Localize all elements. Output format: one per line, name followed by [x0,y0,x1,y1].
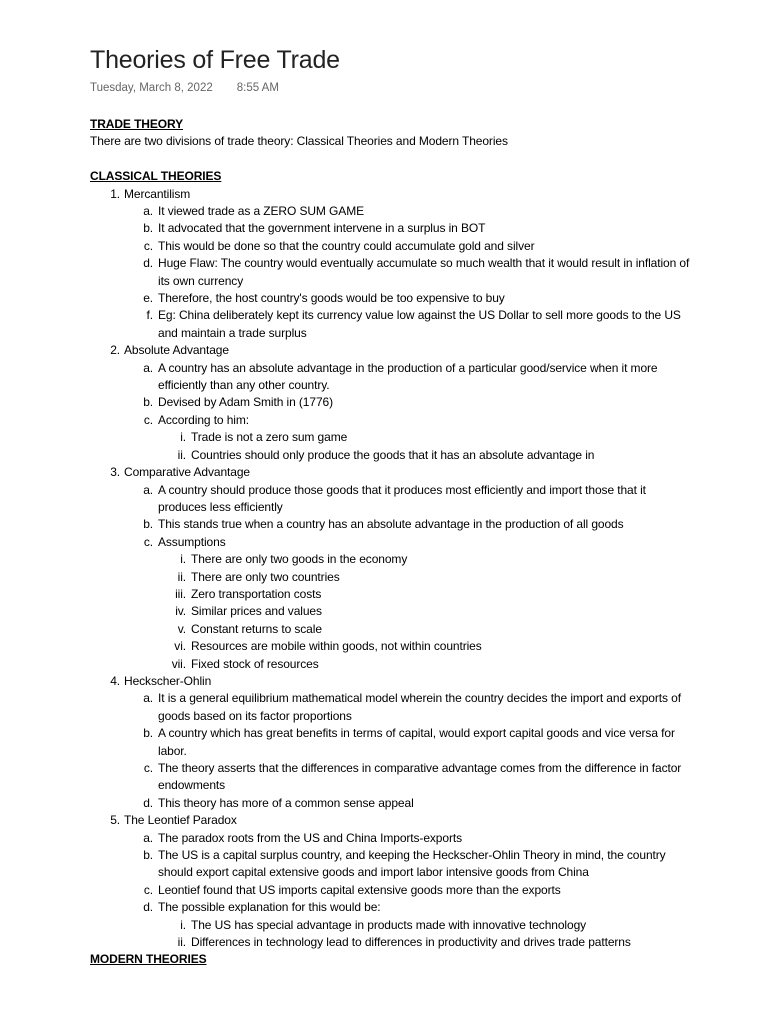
list-item [90,673,690,690]
list-item-marker: vi. [174,639,186,654]
list-item-marker: 2. [110,343,120,358]
list-item-marker: b. [143,848,153,863]
list-item-marker: b. [143,395,153,410]
list-item-text: The US is a capital surplus country, and keeping the Heckscher-Ohlin Theory in mind, the country should export capital extensive goods and import labor intensive goods from China [158,848,666,880]
list-item [90,360,690,395]
list-item [90,812,690,829]
list-item [90,882,690,899]
list-item [90,255,690,290]
list-item-text: According to him: [158,412,250,427]
section-heading-classical: CLASSICAL THEORIES [90,169,222,184]
list-item-marker: a. [143,691,153,706]
section-heading-modern: MODERN THEORIES [90,952,207,967]
list-item-marker: d. [143,256,153,271]
list-item-marker: i. [180,917,186,932]
note-body [90,116,690,969]
list-item [90,447,690,464]
list-item-marker: ii. [177,569,186,584]
list-item [90,656,690,673]
list-item-marker: 3. [110,465,120,480]
list-item [90,516,690,533]
list-item [90,760,690,795]
list-item-marker: e. [143,291,153,306]
list-item-marker: ii. [177,935,186,950]
list-item-text: It advocated that the government intervene in a surplus in BOT [158,221,486,236]
list-item-marker: ii. [177,447,186,462]
list-item-text: Leontief found that US imports capital extensive goods more than the exports [158,882,561,897]
list-item-text: A country which has great benefits in terms of capital, would export capital goods and vice versa for labor. [158,726,675,758]
list-item-text: The possible explanation for this would be: [158,900,381,915]
list-item-marker: iv. [175,604,186,619]
list-item [90,586,690,603]
list-item-text: The Leontief Paradox [124,813,237,828]
list-item-marker: iii. [175,586,186,601]
list-item [90,551,690,568]
list-item-marker: i. [180,552,186,567]
list-item-text: Constant returns to scale [191,621,322,636]
list-item-marker: a. [143,830,153,845]
list-item-text: Zero transportation costs [191,586,322,601]
list-item-marker: c. [143,882,153,897]
list-item-marker: b. [143,726,153,741]
list-item [90,830,690,847]
list-item-marker: i. [180,430,186,445]
list-item-text: This stands true when a country has an absolute advantage in the production of all goods [158,517,624,532]
list-item-marker: a. [143,204,153,219]
list-item-marker: a. [143,482,153,497]
list-item [90,412,690,429]
list-item [90,569,690,586]
list-item [90,847,690,882]
list-item-text: Therefore, the host country's goods would be too expensive to buy [158,291,505,306]
list-item [90,725,690,760]
page-title: Theories of Free Trade [90,46,340,74]
classical-outline-list [90,186,690,952]
list-item [90,638,690,655]
list-item-text: Heckscher-Ohlin [124,673,212,688]
list-item [90,464,690,481]
list-item-marker: c. [143,412,153,427]
list-item [90,238,690,255]
list-item-text: It viewed trade as a ZERO SUM GAME [158,204,364,219]
list-item-marker: vii. [171,656,186,671]
section-heading-trade-theory: TRADE THEORY [90,117,184,131]
list-item [90,290,690,307]
list-item [90,203,690,220]
list-item-marker: d. [143,795,153,810]
list-item-marker: b. [143,517,153,532]
list-item [90,186,690,203]
list-item-text: Resources are mobile within goods, not within countries [191,639,482,654]
list-item [90,220,690,237]
list-item-text: Devised by Adam Smith in (1776) [158,395,333,410]
list-item-text: Fixed stock of resources [191,656,319,671]
list-item [90,690,690,725]
page-date: Tuesday, March 8, 2022 [90,82,213,94]
list-item-marker: c. [143,761,153,776]
list-item-text: There are only two countries [191,569,340,584]
list-item-marker: c. [143,534,153,549]
list-item-marker: f. [146,308,153,323]
list-item [90,534,690,551]
list-item-marker: c. [143,238,153,253]
list-item-text: Comparative Advantage [124,465,250,480]
page-timestamp [90,82,279,94]
list-item [90,603,690,620]
list-item-text: Eg: China deliberately kept its currency value low against the US Dollar to sell more goods to the US and maintain a trade surplus [158,308,681,340]
list-item [90,307,690,342]
list-item-marker: b. [143,221,153,236]
list-item-marker: 1. [110,186,120,201]
list-item-marker: d. [143,900,153,915]
list-item [90,899,690,916]
list-item-text: A country has an absolute advantage in the production of a particular good/service when it more efficiently than any other country. [158,360,658,393]
trade-theory-paragraph: There are two divisions of trade theory: Classical Theories and Modern Theories [90,134,508,149]
list-item [90,342,690,359]
list-item-marker: 4. [110,673,120,688]
list-item-text: The US has special advantage in products made with innovative technology [191,917,587,932]
list-item-marker: 5. [110,813,120,828]
list-item-text: This theory has more of a common sense appeal [158,795,414,810]
list-item-text: The paradox roots from the US and China Imports-exports [158,830,462,845]
list-item-text: There are only two goods in the economy [191,552,408,567]
list-item [90,429,690,446]
list-item [90,917,690,934]
list-item [90,795,690,812]
list-item-text: Trade is not a zero sum game [191,430,348,445]
list-item-text: The theory asserts that the differences in comparative advantage comes from the difference in factor endowments [158,761,682,793]
list-item-text: It is a general equilibrium mathematical model wherein the country decides the import and exports of goods based on its factor proportions [158,691,681,723]
list-item [90,394,690,411]
list-item-text: Huge Flaw: The country would eventually accumulate so much wealth that it would result in inflation of its own currency [158,256,690,288]
list-item-text: Mercantilism [124,186,191,201]
list-item [90,621,690,638]
list-item [90,482,690,517]
page-time: 8:55 AM [236,82,279,94]
list-item-marker: a. [143,360,153,375]
list-item [90,934,690,951]
list-item-text: Absolute Advantage [124,343,229,358]
list-item-text: A country should produce those goods that it produces most efficiently and import those that it produces less efficiently [158,482,646,514]
list-item-text: Differences in technology lead to differences in productivity and drives trade patterns [191,935,631,950]
list-item-marker: v. [177,621,186,636]
list-item-text: Countries should only produce the goods that it has an absolute advantage in [191,447,595,462]
list-item-text: This would be done so that the country could accumulate gold and silver [158,238,535,253]
list-item-text: Assumptions [158,534,226,549]
list-item-text: Similar prices and values [191,604,322,619]
